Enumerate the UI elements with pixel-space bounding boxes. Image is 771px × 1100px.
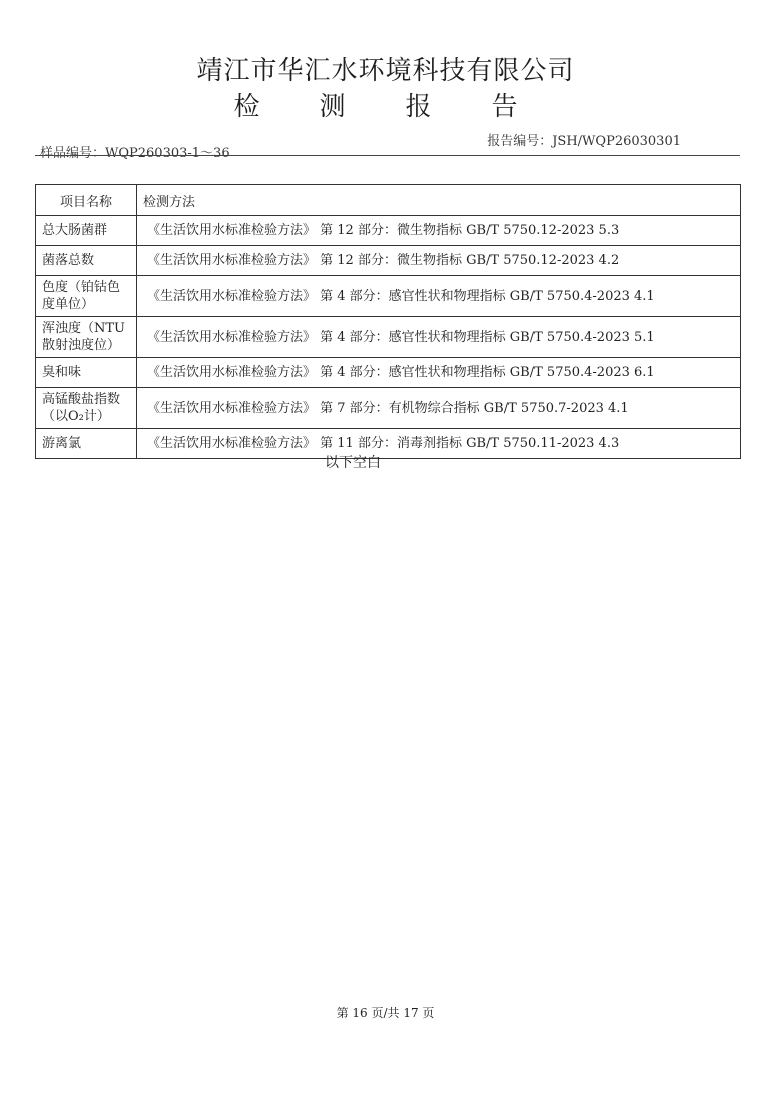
table-header-row — [36, 185, 741, 216]
method-text: 《生活饮用水标准检验方法》 第 4 部分：感官性状和物理指标 GB/T 5750.4-2023 6.1 — [137, 358, 741, 388]
methods-table — [35, 184, 741, 459]
item-name: 高锰酸盐指数（以O₂计） — [36, 388, 137, 429]
company-name: 靖江市华汇水环境科技有限公司 — [196, 56, 575, 86]
method-text: 《生活饮用水标准检验方法》 第 4 部分：感官性状和物理指标 GB/T 5750.4-2023 5.1 — [137, 317, 741, 358]
report-number: 报告编号：JSH/WQP26030301 — [487, 134, 681, 149]
item-name: 浑浊度（NTU散射浊度位） — [36, 317, 137, 358]
table-row — [36, 388, 741, 429]
page-number: 第 16 页/共 17 页 — [336, 1006, 435, 1020]
table-row — [36, 317, 741, 358]
column-header-item: 项目名称 — [36, 185, 137, 216]
item-name: 色度（铂钴色度单位） — [36, 276, 137, 317]
column-header-method: 检测方法 — [137, 185, 741, 216]
item-name: 总大肠菌群 — [36, 216, 137, 246]
table-row — [36, 246, 741, 276]
table-row — [36, 216, 741, 246]
method-text: 《生活饮用水标准检验方法》 第 7 部分：有机物综合指标 GB/T 5750.7-2023 4.1 — [137, 388, 741, 429]
item-name: 菌落总数 — [36, 246, 137, 276]
table-row — [36, 358, 741, 388]
method-text: 《生活饮用水标准检验方法》 第 12 部分：微生物指标 GB/T 5750.12-2023 5.3 — [137, 216, 741, 246]
item-name: 臭和味 — [36, 358, 137, 388]
method-text: 《生活饮用水标准检验方法》 第 4 部分：感官性状和物理指标 GB/T 5750.4-2023 4.1 — [137, 276, 741, 317]
blank-note: 以下空白 — [325, 455, 381, 471]
item-name: 游离氯 — [36, 429, 137, 459]
sample-number: 样品编号：WQP260303-1～36 — [40, 146, 230, 161]
header-divider — [35, 155, 740, 156]
report-title: 检测报告 — [233, 92, 578, 122]
table-row — [36, 276, 741, 317]
method-text: 《生活饮用水标准检验方法》 第 12 部分：微生物指标 GB/T 5750.12-2023 4.2 — [137, 246, 741, 276]
method-text: 《生活饮用水标准检验方法》 第 11 部分：消毒剂指标 GB/T 5750.11-2023 4.3 — [137, 429, 741, 459]
